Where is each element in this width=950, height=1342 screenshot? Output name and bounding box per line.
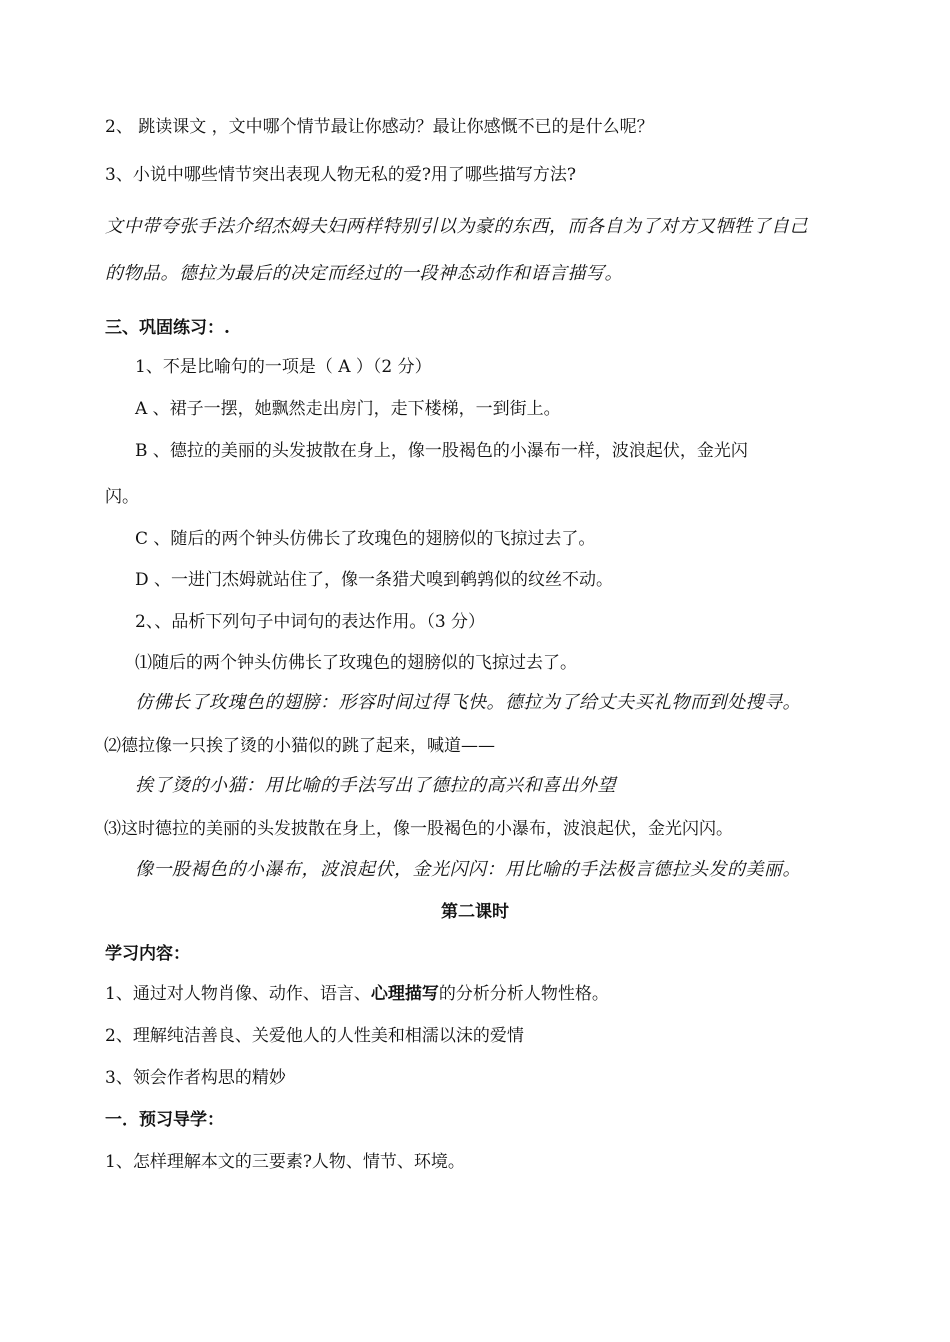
option-b-line-1: B 、德拉的美丽的头发披散在身上，像一股褐色的小瀑布一样，波浪起伏，金光闪 [135, 441, 748, 461]
practice-question-2: 2、、品析下列句子中词句的表达作用。（3 分） [135, 612, 486, 632]
sentence-3: ⑶这时德拉的美丽的头发披散在身上，像一股褐色的小瀑布，波浪起伏，金光闪闪。 [104, 819, 733, 839]
learning-item-3: 3、领会作者构思的精妙 [105, 1068, 286, 1088]
option-d: D 、一进门杰姆就站住了，像一条猎犬嗅到鹌鹑似的纹丝不动。 [135, 570, 614, 590]
answer-text-line-1: 文中带夸张手法介绍杰姆夫妇两样特别引以为豪的东西，而各自为了对方又牺牲了自己 [105, 216, 808, 237]
preview-heading: 一．预习导学： [105, 1110, 224, 1130]
learning-item-1-text-b: 的分析分析人物性格。 [438, 984, 609, 1004]
learning-item-1-bold: 心理描写 [370, 984, 439, 1004]
option-b-line-2: 闪。 [105, 487, 139, 507]
learning-item-1-text-a: 1、通过对人物肖像、动作、语言、 [105, 984, 371, 1004]
question-3: 3、小说中哪些情节突出表现人物无私的爱?用了哪些描写方法? [105, 165, 577, 185]
learning-item-1 [105, 982, 609, 1006]
sentence-2-answer: 挨了烫的小猫：用比喻的手法写出了德拉的高兴和喜出外望 [135, 775, 616, 796]
sentence-1-answer: 仿佛长了玫瑰色的翅膀：形容时间过得飞快。德拉为了给丈夫买礼物而到处搜寻。 [135, 692, 801, 713]
practice-question-1: 1、不是比喻句的一项是（ A ）（2 分） [135, 357, 432, 377]
option-a: A 、裙子一摆，她飘然走出房门，走下楼梯，一到街上。 [135, 399, 561, 419]
sentence-3-answer: 像一股褐色的小瀑布，波浪起伏，金光闪闪：用比喻的手法极言德拉头发的美丽。 [135, 859, 801, 880]
answer-text-line-2: 的物品。德拉为最后的决定而经过的一段神态动作和语言描写。 [105, 263, 623, 284]
lesson-2-title: 第二课时 [441, 902, 509, 922]
preview-question-1: 1、怎样理解本文的三要素?人物、情节、环境。 [105, 1152, 465, 1172]
learning-content-heading: 学习内容： [105, 944, 190, 964]
sentence-2: ⑵德拉像一只挨了烫的小猫似的跳了起来，喊道—— [104, 736, 495, 756]
question-2: 2、 跳读课文 ，文中哪个情节最让你感动？最让你感慨不已的是什么呢？ [105, 117, 654, 137]
learning-item-2: 2、理解纯洁善良、关爱他人的人性美和相濡以沫的爱情 [105, 1026, 524, 1046]
option-c: C 、随后的两个钟头仿佛长了玫瑰色的翅膀似的飞掠过去了。 [135, 529, 596, 549]
section-heading-practice: 三、巩固练习：. [105, 318, 230, 338]
sentence-1: ⑴随后的两个钟头仿佛长了玫瑰色的翅膀似的飞掠过去了。 [135, 653, 577, 673]
